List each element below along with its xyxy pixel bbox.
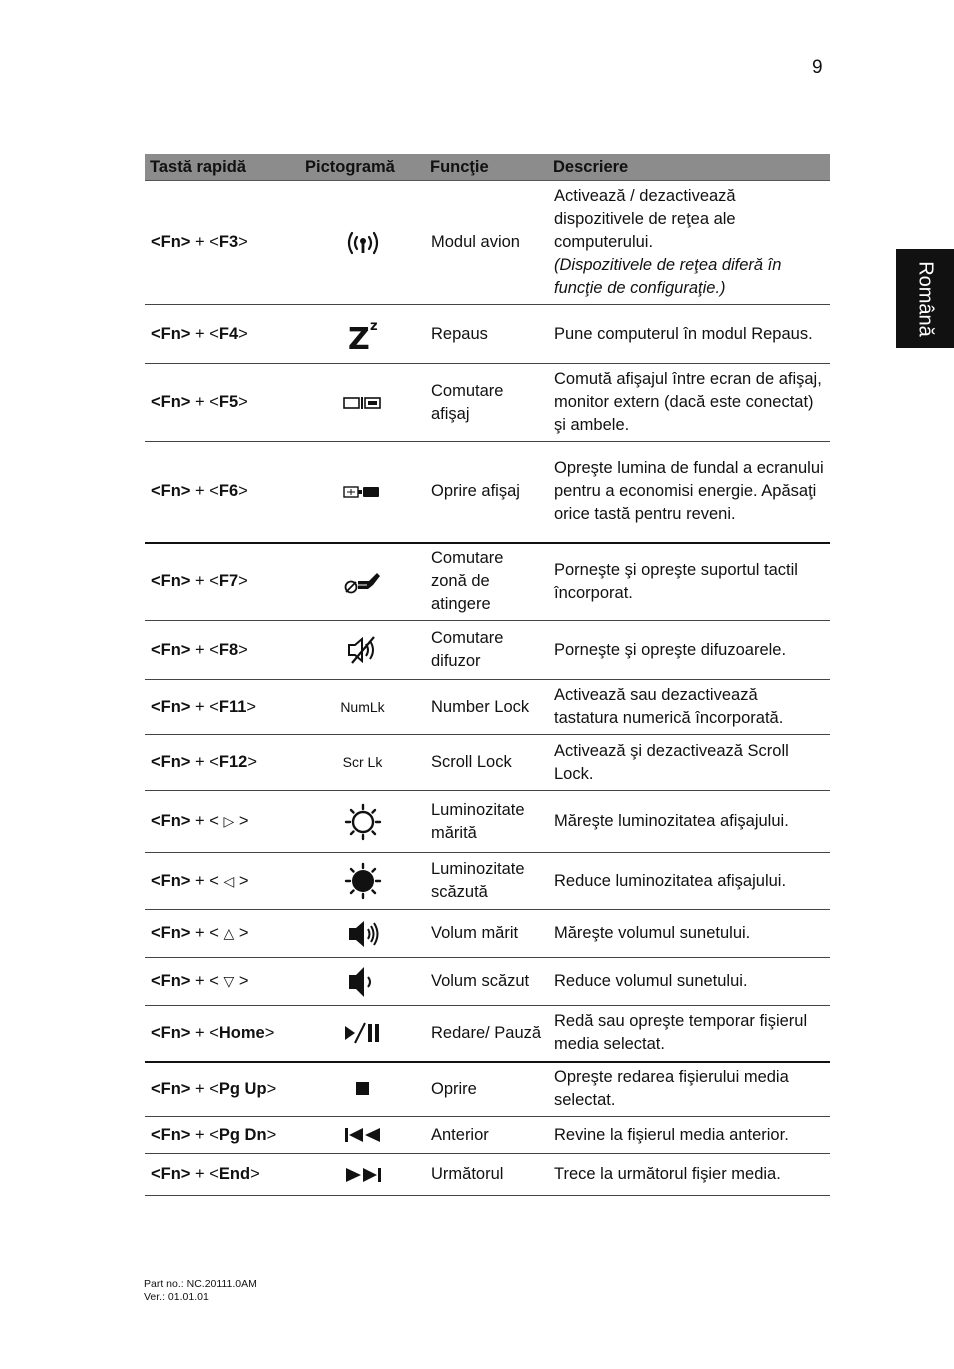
hotkey-key: ◁: [223, 872, 235, 889]
icon-cell: [300, 621, 425, 680]
description-text: Activează / dezactivează dispozitivele de reţea ale computerului.: [554, 187, 736, 251]
hotkey-key: F3: [218, 233, 239, 251]
table-row: [145, 364, 830, 442]
function-cell: Number Lock: [425, 680, 548, 735]
hotkey-cell: <Fn> + < ▷ >: [145, 791, 300, 853]
icon-cell: [300, 791, 425, 853]
hotkey-cell: <Fn> + <F4>: [145, 305, 300, 364]
footer: [144, 1278, 257, 1304]
language-tab-label: Română: [914, 260, 937, 337]
hotkey-cell: <Fn> + <Pg Up>: [145, 1062, 300, 1117]
description-cell: [548, 305, 830, 364]
hotkey-cell: <Fn> + <F6>: [145, 442, 300, 543]
brightness-up-icon: [344, 812, 382, 830]
hotkey-cell: <Fn> + < ◁ >: [145, 853, 300, 910]
part-number: Part no.: NC.20111.0AM: [144, 1278, 257, 1290]
description-text: Opreşte lumina de fundal a ecranului pentru a economisi energie. Apăsaţi orice tastă pentru reveni.: [554, 459, 824, 524]
hotkey-cell: <Fn> + < ▽ >: [145, 958, 300, 1006]
next-icon: [344, 1165, 382, 1183]
hotkey-cell: <Fn> + <F12>: [145, 735, 300, 791]
header-description: Descriere: [548, 154, 830, 181]
icon-cell: [300, 853, 425, 910]
description-text: Măreşte luminozitatea afişajului.: [554, 812, 789, 830]
icon-cell: [300, 680, 425, 735]
icon-cell: [300, 442, 425, 543]
icon-cell: [300, 1117, 425, 1154]
description-cell: [548, 910, 830, 958]
svg-text:Z: Z: [347, 322, 370, 352]
icon-cell: [300, 1006, 425, 1062]
header-icon: Pictogramă: [300, 154, 425, 181]
sleep-icon: [346, 319, 380, 352]
table-row: [145, 1117, 830, 1154]
function-cell: Luminozitate mărită: [425, 791, 548, 853]
previous-icon: [344, 1126, 382, 1144]
table-row: [145, 1062, 830, 1117]
header-hotkey: Tastă rapidă: [145, 154, 300, 181]
description-text: Comută afişajul între ecran de afişaj, monitor extern (dacă este conectat) şi ambele.: [554, 370, 822, 434]
description-cell: [548, 680, 830, 735]
icon-cell: [300, 735, 425, 791]
function-cell: Redare/ Pauză: [425, 1006, 548, 1062]
hotkey-key: End: [218, 1165, 251, 1183]
function-cell: Volum mărit: [425, 910, 548, 958]
table-row: [145, 305, 830, 364]
touchpad-toggle-icon: [343, 572, 383, 590]
function-cell: Următorul: [425, 1154, 548, 1196]
hotkey-cell: <Fn> + <Home>: [145, 1006, 300, 1062]
hotkey-cell: <Fn> + <F8>: [145, 621, 300, 680]
description-cell: [548, 1062, 830, 1117]
hotkey-cell: <Fn> + <F3>: [145, 181, 300, 305]
table-header-row: [145, 154, 830, 181]
description-cell: [548, 1154, 830, 1196]
function-cell: Repaus: [425, 305, 548, 364]
description-cell: [548, 442, 830, 543]
description-cell: [548, 958, 830, 1006]
description-cell: [548, 853, 830, 910]
description-text: Opreşte redarea fişierului media selectat.: [554, 1068, 789, 1110]
version: Ver.: 01.01.01: [144, 1291, 209, 1303]
function-cell: Comutare afişaj: [425, 364, 548, 442]
table-row: [145, 910, 830, 958]
icon-cell: [300, 364, 425, 442]
icon-cell: [300, 910, 425, 958]
description-text: Trece la următorul fişier media.: [554, 1165, 781, 1183]
table-row: [145, 1154, 830, 1196]
function-cell: Oprire: [425, 1062, 548, 1117]
description-text: Redă sau opreşte temporar fişierul media selectat.: [554, 1012, 808, 1054]
language-tab: [896, 249, 954, 348]
description-text: Porneşte şi opreşte suportul tactil încorporat.: [554, 560, 798, 602]
hotkey-cell: <Fn> + <F11>: [145, 680, 300, 735]
table-row: [145, 1006, 830, 1062]
display-toggle-icon: [343, 393, 383, 411]
page-number: 9: [812, 57, 823, 78]
hotkey-key: F4: [218, 324, 239, 343]
table-row: [145, 442, 830, 543]
hotkey-cell: <Fn> + <Pg Dn>: [145, 1117, 300, 1154]
description-cell: [548, 1117, 830, 1154]
icon-cell: [300, 1154, 425, 1196]
hotkey-key: F6: [218, 482, 239, 501]
table-row: [145, 543, 830, 621]
hotkey-key: ▷: [223, 813, 235, 829]
description-text: Reduce volumul sunetului.: [554, 972, 748, 990]
hotkey-key: ▽: [223, 973, 235, 989]
hotkey-table: [145, 154, 830, 1196]
header-function: Funcţie: [425, 154, 548, 181]
wireless-icon: [344, 233, 382, 251]
hotkey-key: Pg Dn: [218, 1125, 267, 1144]
hotkey-key: Pg Up: [218, 1079, 267, 1098]
table-row: [145, 181, 830, 305]
description-text: Activează şi dezactivează Scroll Lock.: [554, 741, 789, 783]
description-cell: [548, 621, 830, 680]
volume-up-icon: [346, 924, 380, 942]
hotkey-key: F12: [218, 753, 248, 771]
table-row: [145, 621, 830, 680]
description-cell: [548, 364, 830, 442]
table-row: [145, 958, 830, 1006]
description-text: Reduce luminozitatea afişajului.: [554, 871, 787, 890]
description-note: (Dispozitivele de reţea diferă în funcţie de configuraţie.): [554, 256, 782, 297]
table-row: [145, 735, 830, 791]
icon-cell: [300, 1062, 425, 1117]
description-text: Pune computerul în modul Repaus.: [554, 324, 813, 343]
function-cell: Modul avion: [425, 181, 548, 305]
function-cell: Anterior: [425, 1117, 548, 1154]
description-text: Porneşte şi opreşte difuzoarele.: [554, 640, 787, 659]
display-off-icon: [343, 482, 383, 500]
hotkey-key: F11: [218, 697, 247, 716]
description-cell: [548, 1006, 830, 1062]
volume-down-icon: [346, 972, 380, 990]
icon-cell: [300, 958, 425, 1006]
function-cell: Oprire afişaj: [425, 442, 548, 543]
icon-cell: [300, 305, 425, 364]
table-row: [145, 853, 830, 910]
play-pause-icon: [343, 1024, 383, 1042]
speaker-mute-icon: [346, 640, 380, 658]
description-cell: [548, 735, 830, 791]
hotkey-key: Home: [218, 1023, 265, 1042]
function-cell: Volum scăzut: [425, 958, 548, 1006]
table-row: [145, 680, 830, 735]
description-cell: [548, 181, 830, 305]
hotkey-key: F8: [218, 640, 239, 659]
hotkey-cell: <Fn> + <End>: [145, 1154, 300, 1196]
table-row: [145, 791, 830, 853]
description-cell: [548, 791, 830, 853]
hotkey-cell: <Fn> + < △ >: [145, 910, 300, 958]
description-cell: [548, 543, 830, 621]
function-cell: Luminozitate scăzută: [425, 853, 548, 910]
hotkey-key: F7: [218, 572, 239, 591]
function-cell: Scroll Lock: [425, 735, 548, 791]
brightness-down-icon: [344, 871, 382, 889]
icon-cell: [300, 543, 425, 621]
hotkey-cell: <Fn> + <F7>: [145, 543, 300, 621]
icon-cell: [300, 181, 425, 305]
hotkey-key: △: [223, 925, 235, 941]
description-text: Revine la fişierul media anterior.: [554, 1125, 789, 1144]
description-text: Măreşte volumul sunetului.: [554, 924, 751, 942]
icon-label: Scr Lk: [342, 754, 383, 770]
description-text: Activează sau dezactivează tastatura numerică încorporată.: [554, 686, 784, 727]
function-cell: Comutare zonă de atingere: [425, 543, 548, 621]
function-cell: Comutare difuzor: [425, 621, 548, 680]
icon-label: NumLk: [340, 698, 385, 715]
stop-icon: [355, 1080, 371, 1098]
svg-text:z: z: [369, 319, 378, 334]
hotkey-key: F5: [218, 393, 239, 411]
hotkey-cell: <Fn> + <F5>: [145, 364, 300, 442]
